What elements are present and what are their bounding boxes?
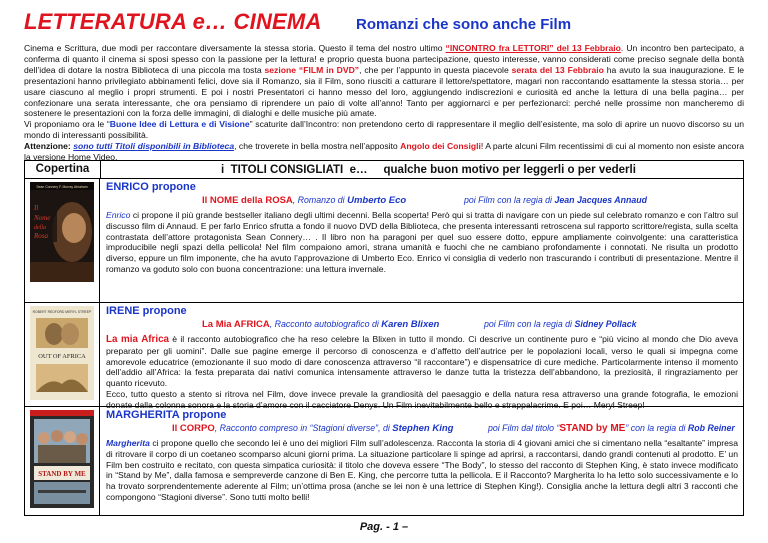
- review-text: Margherita ci propone quello che secondo lei è uno dei migliori Film sull’adolescenza. Racconta la storia di 4 giovani amici che si cimentano nella “esaltante” impresa di ritrovare il corpo di un coetaneo scomparso alcuni giorni prima. La situazione particolare li spinge ad aprirsi, a raccontarsi, dando grandi contenuti al prodotto. E’ un Film ben costruito e recitato, con questa simpatica curiosità: il titolo che doveva essere “The Body”, lo stesso del racconto di Stephen King, è stato invece modificato in “Stand by Me”, dalla famosa e sempreverde canzone di Ben E. King, che percorre tutta la pellicola. E il Racconto? Margherita lo ha letto solo successivamente e lo ha trovato sorprendentemente aderente al Film; un’ottima prosa (anche se lei non è una lettrice di Stephen King!). Consiglia anche la lettura degli altri 3 racconti che compongono “Stagioni diverse”. Sono tutti molto belli!: [106, 438, 738, 502]
- review-text: Enrico ci propone il più grande bestseller italiano degli ultimi decenni. Bella scoperta! Però qui si tratta di navigare con un piede sul celebrato romanzo e con l’altro sul discusso film di Annaud. E per farlo Enrico sfrutta a fondo il nuovo DVD della Biblioteca, che presenta interessanti retroscena sul rapporto scrittore/regista, sulla scelta contrastata dell’attore protagonista Sean Connery… . Il libro non ha paragoni per quel suo essere dotto, eppure ampliamente coinvolgente: una caratteristica improducibile negli spazi della pellicola! Nel film compaiono amori, strana umanità e fuochi che ne cambiano profondamente i connotati. Ne risulta un prodotto diverso, eppure un film imponente, che ha avuto l’approvazione di Umberto Eco. Enrico vi consiglia di vederlo non trascurando i contributi di presentazione. Mentre il romanzo va goduto solo con buona concentrazione: una lettura invernale.: [106, 210, 738, 274]
- presenter-name: MARGHERITA propone: [106, 409, 227, 421]
- film-director: Rob Reiner: [687, 423, 735, 433]
- book-author: Karen Blixen: [381, 319, 440, 330]
- dvd-section: sezione “FILM in DVD”: [264, 64, 360, 75]
- book-author: Stephen King: [392, 423, 454, 434]
- table-row: [25, 179, 743, 303]
- available-titles-link[interactable]: sono tutti Titoli disponibili in Biblioteca: [73, 141, 235, 152]
- cover-cell: [25, 303, 100, 406]
- title-line: La Mia AFRICA, Racconto autobiografico di Karen Blixen poi Film con la regia di Sidney Pollack: [202, 319, 637, 330]
- table-row: [25, 303, 743, 410]
- presenter-name: IRENE propone: [106, 305, 187, 317]
- svg-text:Rosa: Rosa: [34, 232, 48, 240]
- titles-column-header: i TITOLI CONSIGLIATI e… qualche buon motivo per leggerli o per vederli: [221, 164, 636, 176]
- title-line: Il NOME della ROSA, Romanzo di Umberto Eco poi Film con la regia di Jean Jacques Annaud: [202, 195, 648, 206]
- book-author: Umberto Eco: [347, 195, 407, 206]
- table-header: [25, 161, 743, 179]
- svg-text:della: della: [34, 225, 46, 231]
- review-text: La mia Africa è il racconto autobiografico che ha reso celebre la Blixen in tutto il mondo. Ci descrive un continente puro e “più vicino al mondo che Dio aveva preparato per gli uomini”. Dalle sue pagine emerge il percorso di conoscenza e d’affetto dell’autrice per le popolazioni locali, verso le quali si impegna come amorevole educatrice (emozionante il suo modo di dare conoscenza attraverso “il raccontare”) e dispensatrice di cure mediche. Particolarmente intenso il momento dell’addio all’Africa: la festa preparata dai nativi comunica intensamente attraverso le danze tutta la tristezza dell’abbandono, la preziosità, il ringraziamento per quanto ricevuto. Ecco, tutto questo a stento si ritrova nel Film, dove invece prevale la grandiosità del paesaggio e della natura resa attraverso una grande fotografia, le emozioni donate dalla colonna sonora e la storia d’amore con il cacciatore Denys. Un Film inevitabilmente bello e strappalacrime. E poi… Meryl Streep!: [106, 334, 738, 410]
- table-row: [25, 407, 743, 515]
- presenter-name: ENRICO propone: [106, 181, 196, 193]
- book-cover-nome-della-rosa: [30, 182, 94, 282]
- event-name: “INCONTRO fra LETTORI” del 13 Febbraio: [445, 43, 621, 53]
- book-title: La Mia AFRICA: [202, 319, 270, 330]
- attention-label: Attenzione:: [24, 141, 71, 152]
- page-subtitle: Romanzi che sono anche Film: [356, 16, 572, 33]
- book-cover-out-of-africa: [30, 306, 94, 400]
- svg-text:OUT OF AFRICA: OUT OF AFRICA: [38, 353, 86, 360]
- recommendations-table: [24, 160, 744, 516]
- cover-cell: [25, 179, 100, 302]
- intro-text: Cinema e Scrittura, due modi per raccontare diversamente la stessa storia. Questo il tema del nostro ultimo “INCONTRO fra LETTORI” del 13 Febbraio. Un incontro ben partecipato, a conferma di quanto il cinema si sposi spesso con la passione per la lettura! e proprio questa buona partecipazione, questo interesse, vanno considerati come preciso segnale della bontà dell’idea di dotare la nostra Biblioteca di una piccola ma tosta sezione “FILM in DVD”, che per l’appunto in questa piacevole serata del 13 Febbraio ha avuto la sua inaugurazione. E le presentazioni hanno privilegiato abbinamenti felici, dove sia il Romanzo, sia il Film, sono riusciti a catturare il lettore/spettatore, magari non raccontando esattamente la stessa storia… per usare ciascuno al meglio i propri strumenti. E poi i nostri Presentatori ci hanno messo del loro, aggiungendo indiscrezioni e curiosità ed anche la lettura di una bella pagina… per confezionare una serata interessante, che ora pensiamo di riprendere un paio di volte all’anno! Tanto per aggiornarci e per perfezionarci: perché nelle prossime non mancheremo di sostenere le presentazioni con la forza delle immagini, di dialoghi e delle musiche più amate. Vi proponiamo ora le “Buone Idee di Lettura e di Visione” scaturite dall’Incontro: non pretendono certo di rappresentare il meglio dell’esistente, ma solo di aprire un nuovo discorso su un mondo di interessanti possibilità. Attenzione: sono tutti Titoli disponibili in Biblioteca, che troverete in bella mostra nell’apposito Angolo dei Consigli! A parte alcuni Film recentissimi di cui al momento non esiste ancora la versione Home Video.: [24, 43, 745, 163]
- book-title: Il CORPO: [172, 423, 215, 434]
- book-title: Il NOME della ROSA: [202, 195, 293, 206]
- film-director: Jean Jacques Annaud: [554, 195, 648, 205]
- title-line: Il CORPO, Racconto compreso in “Stagioni diverse”, di Stephen King poi Film dal titolo “STAND by ME” con la regia di Rob Reiner: [172, 423, 735, 434]
- book-cover-stand-by-me: [30, 410, 94, 508]
- svg-text:STAND BY ME: STAND BY ME: [38, 470, 86, 478]
- film-director: Sidney Pollack: [574, 319, 637, 329]
- cover-cell: [25, 407, 100, 515]
- page-title: LETTERATURA e… CINEMA: [24, 9, 322, 34]
- svg-text:Nome: Nome: [34, 214, 51, 222]
- page-number: Pag. - 1 –: [359, 521, 409, 533]
- svg-text:ROBERT REDFORD MERYL STREEP: ROBERT REDFORD MERYL STREEP: [32, 310, 92, 314]
- film-title: STAND by ME: [559, 423, 626, 434]
- cover-column-header: Copertina: [25, 161, 101, 178]
- svg-text:Sean Connery F. Murray Abr: Sean Connery F. Murray Abraham: [36, 185, 88, 189]
- cover-title-1: Il: [34, 204, 39, 212]
